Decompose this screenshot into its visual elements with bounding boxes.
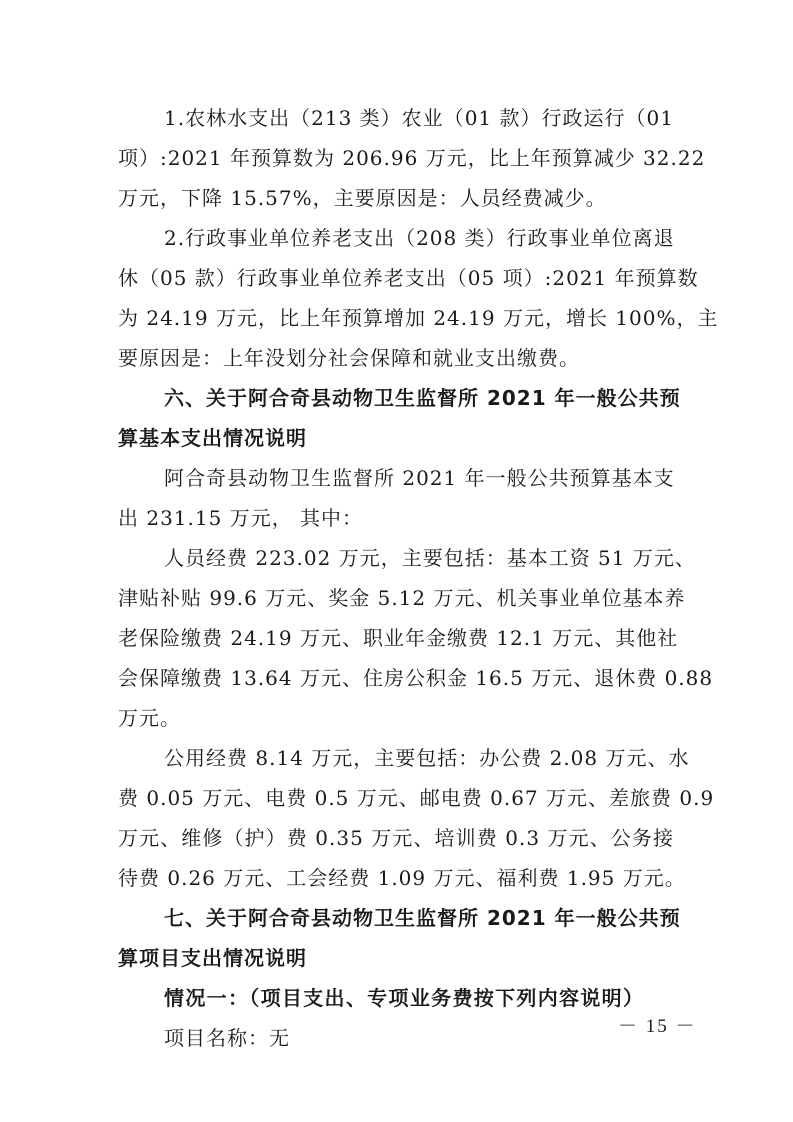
section-heading: 算项目支出情况说明 xyxy=(118,946,307,970)
section-heading: 六、关于阿合奇县动物卫生监督所 2021 年一般公共预 xyxy=(164,386,681,410)
paragraph-line: 阿合奇县动物卫生监督所 2021 年一般公共预算基本支 xyxy=(164,466,675,490)
paragraph-line: 万元。 xyxy=(118,706,181,730)
page-number: － 15 － xyxy=(618,1016,697,1037)
section-heading: 算基本支出情况说明 xyxy=(118,426,307,450)
paragraph-line: 老保险缴费 24.19 万元、职业年金缴费 12.1 万元、其他社 xyxy=(118,626,679,650)
paragraph-line: 休（05 款）行政事业单位养老支出（05 项）:2021 年预算数 xyxy=(118,266,699,290)
paragraph-line: 公用经费 8.14 万元，主要包括：办公费 2.08 万元、水 xyxy=(164,746,690,770)
paragraph-line: 出 231.15 万元， 其中： xyxy=(118,506,364,530)
paragraph-line: 待费 0.26 万元、工会经费 1.09 万元、福利费 1.95 万元。 xyxy=(118,866,686,890)
paragraph-line: 要原因是：上年没划分社会保障和就业支出缴费。 xyxy=(118,346,580,370)
paragraph-line: 万元，下降 15.57%，主要原因是：人员经费减少。 xyxy=(118,186,607,210)
section-heading: 七、关于阿合奇县动物卫生监督所 2021 年一般公共预 xyxy=(164,906,681,930)
paragraph-line: 费 0.05 万元、电费 0.5 万元、邮电费 0.67 万元、差旅费 0.9 xyxy=(118,786,715,810)
paragraph-line: 会保障缴费 13.64 万元、住房公积金 16.5 万元、退休费 0.88 xyxy=(118,666,714,690)
paragraph-line: 人员经费 223.02 万元，主要包括：基本工资 51 万元、 xyxy=(164,546,696,570)
paragraph-line: 为 24.19 万元，比上年预算增加 24.19 万元，增长 100%，主 xyxy=(118,306,719,330)
subsection-heading: 情况一：（项目支出、专项业务费按下列内容说明） xyxy=(164,986,644,1010)
paragraph-line: 项目名称：无 xyxy=(164,1026,290,1050)
paragraph-line: 万元、维修（护）费 0.35 万元、培训费 0.3 万元、公务接 xyxy=(118,826,674,850)
paragraph-line: 项）:2021 年预算数为 206.96 万元，比上年预算减少 32.22 xyxy=(118,146,706,170)
paragraph-line: 津贴补贴 99.6 万元、奖金 5.12 万元、机关事业单位基本养 xyxy=(118,586,686,610)
paragraph-line: 2.行政事业单位养老支出（208 类）行政事业单位离退 xyxy=(164,226,675,250)
paragraph-line: 1.农林水支出（213 类）农业（01 款）行政运行（01 xyxy=(164,106,674,130)
